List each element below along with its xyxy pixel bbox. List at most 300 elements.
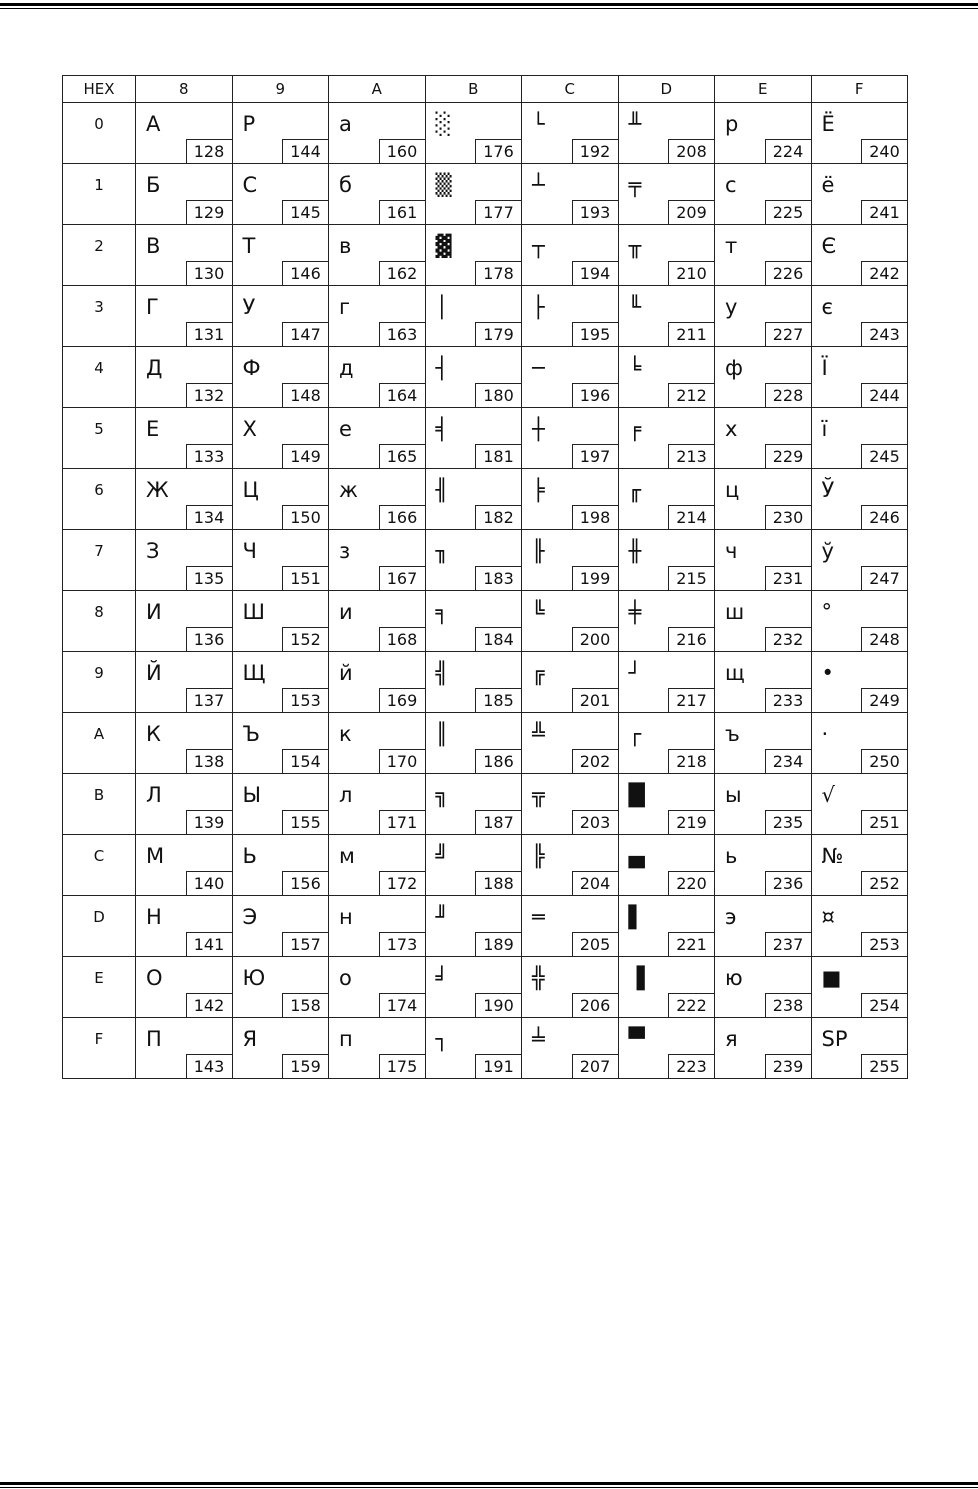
char-cell [136,1018,233,1079]
char-cell [522,164,619,225]
row-hex-label: 9 [63,652,136,713]
column-header: D [618,76,715,103]
decimal-code: 136 [186,627,232,651]
char-cell [715,347,812,408]
char-cell [715,835,812,896]
char-cell [136,591,233,652]
char-cell [232,957,329,1018]
char-cell [232,774,329,835]
decimal-code: 158 [282,993,328,1017]
char-cell [618,713,715,774]
decimal-code: 181 [475,444,521,468]
char-cell [522,408,619,469]
char-glyph: ┬ [532,234,545,258]
char-cell [618,957,715,1018]
char-glyph: ░ [435,112,452,136]
char-cell [522,896,619,957]
char-glyph: ┌ [628,722,642,746]
decimal-code: 170 [379,749,425,773]
char-glyph: Ч [242,539,257,563]
char-glyph: ╫ [628,539,642,563]
decimal-code: 131 [186,322,232,346]
char-cell [811,835,908,896]
decimal-code: 147 [282,322,328,346]
char-cell [811,347,908,408]
decimal-code: 161 [379,200,425,224]
char-glyph: ─ [532,356,545,380]
char-cell [425,164,522,225]
char-cell [329,713,426,774]
table-row [63,591,908,652]
decimal-code: 199 [572,566,618,590]
decimal-code: 207 [572,1054,618,1078]
decimal-code: 152 [282,627,328,651]
char-cell [522,957,619,1018]
char-glyph: ¤ [821,905,835,929]
decimal-code: 193 [572,200,618,224]
char-cell [329,896,426,957]
row-hex-label: E [63,957,136,1018]
decimal-code: 164 [379,383,425,407]
char-glyph: └ [532,112,545,136]
row-hex-label: 8 [63,591,136,652]
char-glyph: А [146,112,161,136]
char-glyph: ї [821,417,828,441]
decimal-code: 224 [765,139,811,163]
decimal-code: 154 [282,749,328,773]
row-hex-label: 5 [63,408,136,469]
char-glyph: Ы [242,783,262,807]
char-cell [522,347,619,408]
char-cell [425,469,522,530]
char-glyph: ╜ [435,905,449,929]
char-cell [522,225,619,286]
char-glyph: н [339,905,353,929]
decimal-code: 132 [186,383,232,407]
char-cell [136,347,233,408]
decimal-code: 216 [668,627,714,651]
char-cell [618,591,715,652]
decimal-code: 245 [861,444,907,468]
decimal-code: 208 [668,139,714,163]
decimal-code: 171 [379,810,425,834]
char-glyph: Ї [821,356,828,380]
char-glyph: в [339,234,352,258]
char-cell [715,957,812,1018]
char-cell [618,103,715,164]
decimal-code: 144 [282,139,328,163]
decimal-code: 220 [668,871,714,895]
char-glyph: ╝ [435,844,449,868]
char-cell [618,469,715,530]
row-hex-label: F [63,1018,136,1079]
char-glyph: ╙ [628,295,642,319]
decimal-code: 145 [282,200,328,224]
table-row [63,408,908,469]
char-cell [811,103,908,164]
char-cell [329,1018,426,1079]
char-cell [715,408,812,469]
char-cell [232,347,329,408]
char-cell [329,652,426,713]
decimal-code: 169 [379,688,425,712]
decimal-code: 184 [475,627,521,651]
column-header: E [715,76,812,103]
char-glyph: ╤ [628,173,642,197]
char-cell [618,1018,715,1079]
char-glyph: ╬ [532,966,545,990]
char-cell [425,652,522,713]
char-glyph: а [339,112,352,136]
decimal-code: 166 [379,505,425,529]
char-glyph: Ж [146,478,169,502]
char-cell [618,530,715,591]
decimal-code: 139 [186,810,232,834]
decimal-code: 205 [572,932,618,956]
char-cell [715,103,812,164]
char-glyph: ▒ [435,173,452,197]
char-cell [232,286,329,347]
decimal-code: 177 [475,200,521,224]
char-cell [425,408,522,469]
decimal-code: 204 [572,871,618,895]
decimal-code: 163 [379,322,425,346]
table-row [63,286,908,347]
row-hex-label: D [63,896,136,957]
char-cell [232,835,329,896]
row-hex-label: A [63,713,136,774]
decimal-code: 202 [572,749,618,773]
char-cell [811,713,908,774]
char-glyph: ╢ [435,478,449,502]
char-cell [329,164,426,225]
char-cell [522,652,619,713]
decimal-code: 235 [765,810,811,834]
char-glyph: № [821,844,844,868]
char-glyph: ю [725,966,743,990]
char-glyph: ╕ [435,600,449,624]
decimal-code: 153 [282,688,328,712]
char-cell [715,1018,812,1079]
char-cell [618,286,715,347]
decimal-code: 187 [475,810,521,834]
char-glyph: Н [146,905,162,929]
decimal-code: 246 [861,505,907,529]
char-cell [329,835,426,896]
char-glyph: ╧ [532,1027,545,1051]
decimal-code: 185 [475,688,521,712]
column-header: F [811,76,908,103]
char-cell [329,286,426,347]
char-cell [329,225,426,286]
char-glyph: б [339,173,352,197]
table-row [63,530,908,591]
decimal-code: 148 [282,383,328,407]
char-glyph: э [725,905,737,929]
char-glyph: к [339,722,352,746]
char-cell [232,896,329,957]
table-row [63,652,908,713]
char-glyph: г [339,295,351,319]
char-glyph: ┼ [532,417,545,441]
char-cell [232,652,329,713]
decimal-code: 137 [186,688,232,712]
decimal-code: 215 [668,566,714,590]
char-glyph: Ё [821,112,835,136]
decimal-code: 129 [186,200,232,224]
decimal-code: 165 [379,444,425,468]
char-glyph: ╟ [532,539,545,563]
char-glyph: ╪ [628,600,642,624]
decimal-code: 217 [668,688,714,712]
char-cell [811,1018,908,1079]
char-glyph: Ў [821,478,835,502]
char-glyph: Ц [242,478,259,502]
char-glyph: Е [146,417,160,441]
decimal-code: 237 [765,932,811,956]
header-corner: HEX [63,76,136,103]
table-row [63,164,908,225]
decimal-code: 133 [186,444,232,468]
char-glyph: ж [339,478,358,502]
table-row [63,835,908,896]
char-cell [232,164,329,225]
char-cell [425,774,522,835]
char-glyph: Т [242,234,256,258]
decimal-code: 174 [379,993,425,1017]
decimal-code: 249 [861,688,907,712]
char-glyph: ╦ [532,783,545,807]
column-header: 9 [232,76,329,103]
decimal-code: 157 [282,932,328,956]
char-glyph: ┴ [532,173,545,197]
char-cell [232,713,329,774]
char-glyph: ь [725,844,738,868]
char-glyph: ╡ [435,417,449,441]
char-glyph: Д [146,356,163,380]
char-cell [715,225,812,286]
char-glyph: ╨ [628,112,642,136]
decimal-code: 172 [379,871,425,895]
char-glyph: ╒ [628,417,642,441]
decimal-code: 179 [475,322,521,346]
table-body [63,103,908,1079]
decimal-code: 183 [475,566,521,590]
decimal-code: 233 [765,688,811,712]
decimal-code: 252 [861,871,907,895]
char-glyph: у [725,295,738,319]
char-cell [618,835,715,896]
char-cell [811,530,908,591]
table-row [63,469,908,530]
char-cell [232,225,329,286]
char-glyph: ш [725,600,745,624]
char-glyph: Я [242,1027,258,1051]
char-glyph: │ [435,295,449,319]
decimal-code: 254 [861,993,907,1017]
char-glyph: М [146,844,165,868]
decimal-code: 168 [379,627,425,651]
char-glyph: ° [821,600,832,624]
char-glyph: √ [821,783,835,807]
char-cell [136,469,233,530]
char-glyph: ▄ [628,844,645,868]
char-cell [811,957,908,1018]
char-cell [811,469,908,530]
decimal-code: 211 [668,322,714,346]
decimal-code: 221 [668,932,714,956]
decimal-code: 182 [475,505,521,529]
char-glyph: • [821,661,834,685]
decimal-code: 209 [668,200,714,224]
row-hex-label: 6 [63,469,136,530]
char-glyph: В [146,234,161,258]
char-cell [715,652,812,713]
char-glyph: Э [242,905,258,929]
char-cell [618,652,715,713]
decimal-code: 239 [765,1054,811,1078]
table-row [63,774,908,835]
char-glyph: с [725,173,737,197]
decimal-code: 192 [572,139,618,163]
decimal-code: 225 [765,200,811,224]
decimal-code: 238 [765,993,811,1017]
char-cell [618,225,715,286]
row-hex-label: 1 [63,164,136,225]
char-cell [425,347,522,408]
decimal-code: 159 [282,1054,328,1078]
decimal-code: 230 [765,505,811,529]
decimal-code: 146 [282,261,328,285]
char-cell [136,164,233,225]
char-cell [136,530,233,591]
decimal-code: 196 [572,383,618,407]
decimal-code: 189 [475,932,521,956]
char-cell [136,408,233,469]
char-cell [522,835,619,896]
char-glyph: Б [146,173,161,197]
decimal-code: 206 [572,993,618,1017]
char-glyph: И [146,600,162,624]
char-glyph: щ [725,661,745,685]
decimal-code: 188 [475,871,521,895]
char-cell [425,896,522,957]
table-row [63,103,908,164]
char-glyph: Ю [242,966,266,990]
char-glyph: ║ [435,722,449,746]
decimal-code: 150 [282,505,328,529]
decimal-code: 234 [765,749,811,773]
char-glyph: · [821,722,829,746]
char-cell [329,957,426,1018]
char-cell [425,713,522,774]
char-glyph: У [242,295,256,319]
row-hex-label: C [63,835,136,896]
char-cell [618,896,715,957]
decimal-code: 149 [282,444,328,468]
char-glyph: З [146,539,160,563]
decimal-code: 244 [861,383,907,407]
char-glyph: Щ [242,661,266,685]
row-hex-label: 2 [63,225,136,286]
decimal-code: 251 [861,810,907,834]
char-glyph: ╖ [435,539,449,563]
char-glyph: Й [146,661,162,685]
decimal-code: 236 [765,871,811,895]
char-cell [522,591,619,652]
char-cell [232,530,329,591]
char-cell [136,896,233,957]
char-glyph: ╣ [435,661,449,685]
char-glyph: Л [146,783,162,807]
char-cell [232,469,329,530]
decimal-code: 247 [861,566,907,590]
char-cell [136,286,233,347]
char-glyph: я [725,1027,738,1051]
char-cell [425,1018,522,1079]
char-cell [232,103,329,164]
column-header: 8 [136,76,233,103]
char-glyph: ў [821,539,834,563]
char-glyph: ц [725,478,740,502]
char-cell [136,835,233,896]
char-cell [715,286,812,347]
column-header: B [425,76,522,103]
decimal-code: 226 [765,261,811,285]
char-glyph: д [339,356,354,380]
decimal-code: 214 [668,505,714,529]
char-glyph: █ [628,783,645,807]
char-glyph: Є [821,234,837,258]
char-glyph: х [725,417,738,441]
char-glyph: м [339,844,355,868]
decimal-code: 167 [379,566,425,590]
char-cell [329,774,426,835]
char-cell [618,347,715,408]
char-cell [715,164,812,225]
char-cell [425,103,522,164]
char-glyph: ═ [532,905,545,929]
row-hex-label: 4 [63,347,136,408]
decimal-code: 135 [186,566,232,590]
decimal-code: 176 [475,139,521,163]
char-cell [425,225,522,286]
decimal-code: 138 [186,749,232,773]
char-cell [618,164,715,225]
char-cell [522,530,619,591]
char-glyph: Ш [242,600,265,624]
char-glyph: з [339,539,351,563]
decimal-code: 210 [668,261,714,285]
char-cell [715,774,812,835]
char-glyph: ч [725,539,738,563]
char-cell [329,408,426,469]
char-glyph: Ь [242,844,257,868]
char-glyph: ё [821,173,835,197]
char-cell [232,1018,329,1079]
char-glyph: П [146,1027,162,1051]
char-glyph: ├ [532,295,545,319]
char-glyph: Ф [242,356,261,380]
char-glyph: Ъ [242,722,260,746]
char-glyph: ┐ [435,1027,449,1051]
char-cell [329,347,426,408]
char-glyph: ы [725,783,742,807]
char-cell [425,957,522,1018]
char-cell [522,713,619,774]
decimal-code: 228 [765,383,811,407]
decimal-code: 203 [572,810,618,834]
